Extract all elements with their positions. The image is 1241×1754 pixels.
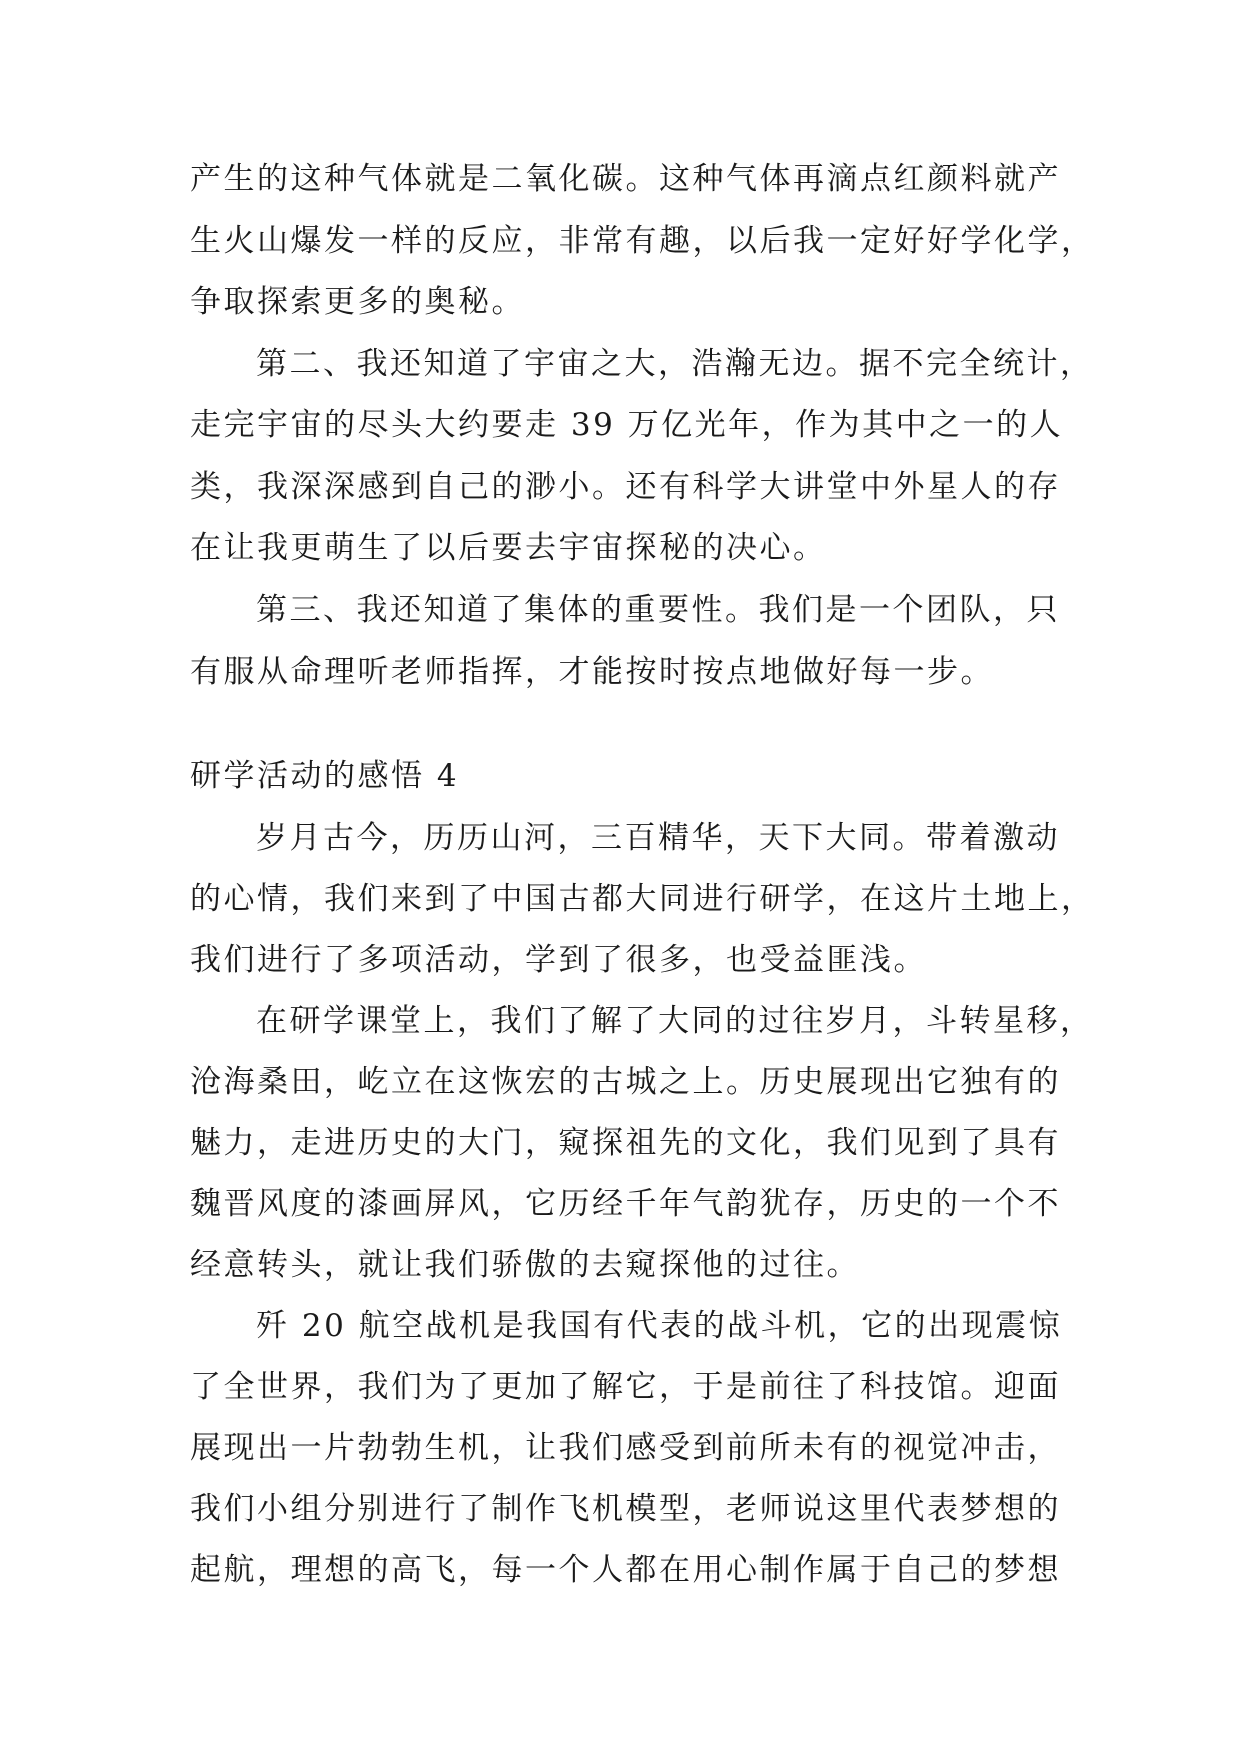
paragraph-line: 了全世界，我们为了更加了解它，于是前往了科技馆。迎面 [190,1369,1061,1405]
paragraph-line: 第三、我还知道了集体的重要性。我们是一个团队，只 [256,592,1060,628]
paragraph-line: 我们小组分别进行了制作飞机模型，老师说这里代表梦想的 [190,1491,1061,1527]
paragraph-line: 展现出一片勃勃生机，让我们感受到前所未有的视觉冲击， [190,1430,1061,1466]
paragraph-line: 有服从命理听老师指挥，才能按时按点地做好每一步。 [190,654,994,690]
paragraph-line: 在让我更萌生了以后要去宇宙探秘的决心。 [190,530,827,566]
paragraph-line: 在研学课堂上，我们了解了大同的过往岁月，斗转星移， [256,1003,1094,1039]
paragraph-line: 起航，理想的高飞，每一个人都在用心制作属于自己的梦想 [190,1552,1061,1588]
paragraph-line: 走完宇宙的尽头大约要走 39 万亿光年，作为其中之一的人 [190,407,1064,443]
section-heading: 研学活动的感悟 4 [190,758,460,794]
paragraph-line: 经意转头，就让我们骄傲的去窥探他的过往。 [190,1247,860,1283]
paragraph-line: 歼 20 航空战机是我国有代表的战斗机，它的出现震惊 [256,1308,1063,1344]
paragraph-line: 类，我深深感到自己的渺小。还有科学大讲堂中外星人的存 [190,469,1061,505]
paragraph-line: 产生的这种气体就是二氧化碳。这种气体再滴点红颜料就产 [190,161,1061,197]
paragraph-line: 岁月古今，历历山河，三百精华，天下大同。带着激动 [256,820,1060,856]
paragraph-line: 争取探索更多的奥秘。 [190,284,525,320]
paragraph-line: 我们进行了多项活动，学到了很多，也受益匪浅。 [190,942,927,978]
paragraph-line: 魅力，走进历史的大门，窥探祖先的文化，我们见到了具有 [190,1125,1061,1161]
paragraph-line: 第二、我还知道了宇宙之大，浩瀚无边。据不完全统计， [256,346,1094,382]
paragraph-line: 的心情，我们来到了中国古都大同进行研学，在这片土地上， [190,881,1095,917]
paragraph-line: 生火山爆发一样的反应，非常有趣，以后我一定好好学化学， [190,223,1095,259]
paragraph-line: 沧海桑田，屹立在这恢宏的古城之上。历史展现出它独有的 [190,1064,1061,1100]
paragraph-line: 魏晋风度的漆画屏风，它历经千年气韵犹存，历史的一个不 [190,1186,1061,1222]
